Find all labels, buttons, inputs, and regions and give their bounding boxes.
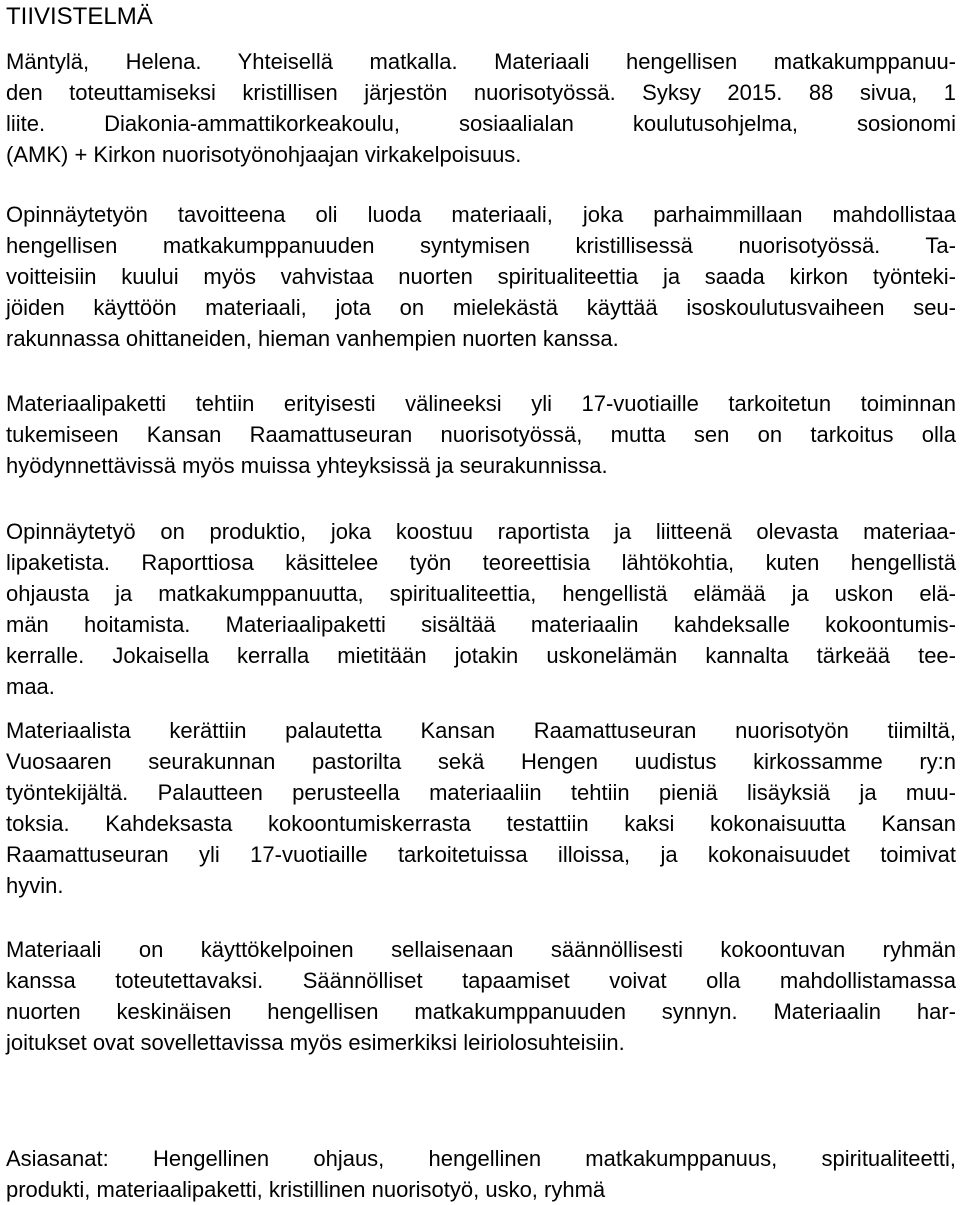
paragraph-line: lipaketista. Raporttiosa käsittelee työn teoreettisia lähtökohtia, kuten hengellistä <box>6 550 956 575</box>
paragraph-line: Opinnäytetyön tavoitteena oli luoda materiaali, joka parhaimmillaan mahdollistaa <box>6 202 956 227</box>
keywords-line: Asiasanat: Hengellinen ohjaus, hengellinen matkakumppanuus, spiritualiteetti, <box>6 1146 956 1171</box>
paragraph-line: jöiden käyttöön materiaali, jota on mielekästä käyttää isoskoulutusvaiheen seu- <box>6 295 956 320</box>
abstract-paragraph-1 <box>6 199 956 354</box>
paragraph-line: Vuosaaren seurakunnan pastorilta sekä Hengen uudistus kirkossamme ry:n <box>6 749 956 774</box>
meta-line: Mäntylä, Helena. Yhteisellä matkalla. Materiaali hengellisen matkakumppanuu- <box>6 49 956 74</box>
keywords-line: produkti, materiaalipaketti, kristillinen nuorisotyö, usko, ryhmä <box>6 1177 606 1202</box>
paragraph-line: työntekijältä. Palautteen perusteella materiaaliin tehtiin pieniä lisäyksiä ja muu- <box>6 780 956 805</box>
document-page <box>6 0 956 1202</box>
meta-line: liite. Diakonia-ammattikorkeakoulu, sosiaalialan koulutusohjelma, sosionomi <box>6 111 956 136</box>
paragraph-line: voitteisiin kuului myös vahvistaa nuorten spiritualiteettia ja saada kirkon työnteki- <box>6 264 956 289</box>
abstract-paragraph-2 <box>6 388 956 481</box>
paragraph-line: Materiaali on käyttökelpoinen sellaisenaan säännöllisesti kokoontuvan ryhmän <box>6 937 956 962</box>
paragraph-line: kerralle. Jokaisella kerralla mietitään jotakin uskonelämän kannalta tärkeää tee- <box>6 643 956 668</box>
keywords <box>6 1143 956 1205</box>
bibliographic-info <box>6 46 956 170</box>
paragraph-line: Materiaalipaketti tehtiin erityisesti välineeksi yli 17-vuotiaille tarkoitetun toiminnan <box>6 391 956 416</box>
paragraph-line: joitukset ovat sovellettavissa myös esimerkiksi leiriolosuhteisiin. <box>6 1030 625 1055</box>
meta-line: (AMK) + Kirkon nuorisotyönohjaajan virkakelpoisuus. <box>6 142 522 167</box>
paragraph-line: män hoitamista. Materiaalipaketti sisältää materiaalin kahdeksalle kokoontumis- <box>6 612 956 637</box>
paragraph-line: Raamattuseuran yli 17-vuotiaille tarkoitetuissa illoissa, ja kokonaisuudet toimivat <box>6 842 956 867</box>
paragraph-line: nuorten keskinäisen hengellisen matkakumppanuuden synnyn. Materiaalin har- <box>6 999 956 1024</box>
abstract-paragraph-4 <box>6 715 956 901</box>
abstract-paragraph-5 <box>6 934 956 1058</box>
paragraph-line: hyvin. <box>6 873 64 898</box>
paragraph-line: Materiaalista kerättiin palautetta Kansan Raamattuseuran nuorisotyön tiimiltä, <box>6 718 956 743</box>
paragraph-line: tukemiseen Kansan Raamattuseuran nuorisotyössä, mutta sen on tarkoitus olla <box>6 422 956 447</box>
paragraph-line: kanssa toteutettavaksi. Säännölliset tapaamiset voivat olla mahdollistamassa <box>6 968 956 993</box>
paragraph-line: toksia. Kahdeksasta kokoontumiskerrasta testattiin kaksi kokonaisuutta Kansan <box>6 811 956 836</box>
paragraph-line: Opinnäytetyö on produktio, joka koostuu raportista ja liitteenä olevasta materiaa- <box>6 519 956 544</box>
paragraph-line: rakunnassa ohittaneiden, hieman vanhempien nuorten kanssa. <box>6 326 619 351</box>
abstract-paragraph-3 <box>6 516 956 702</box>
paragraph-line: ohjausta ja matkakumppanuutta, spiritualiteettia, hengellistä elämää ja uskon elä- <box>6 581 956 606</box>
document-title: TIIVISTELMÄ <box>6 3 153 30</box>
paragraph-line: hengellisen matkakumppanuuden syntymisen kristillisessä nuorisotyössä. Ta- <box>6 233 956 258</box>
paragraph-line: hyödynnettävissä myös muissa yhteyksissä ja seurakunnissa. <box>6 453 608 478</box>
paragraph-line: maa. <box>6 674 55 699</box>
meta-line: den toteuttamiseksi kristillisen järjestön nuorisotyössä. Syksy 2015. 88 sivua, 1 <box>6 80 956 105</box>
